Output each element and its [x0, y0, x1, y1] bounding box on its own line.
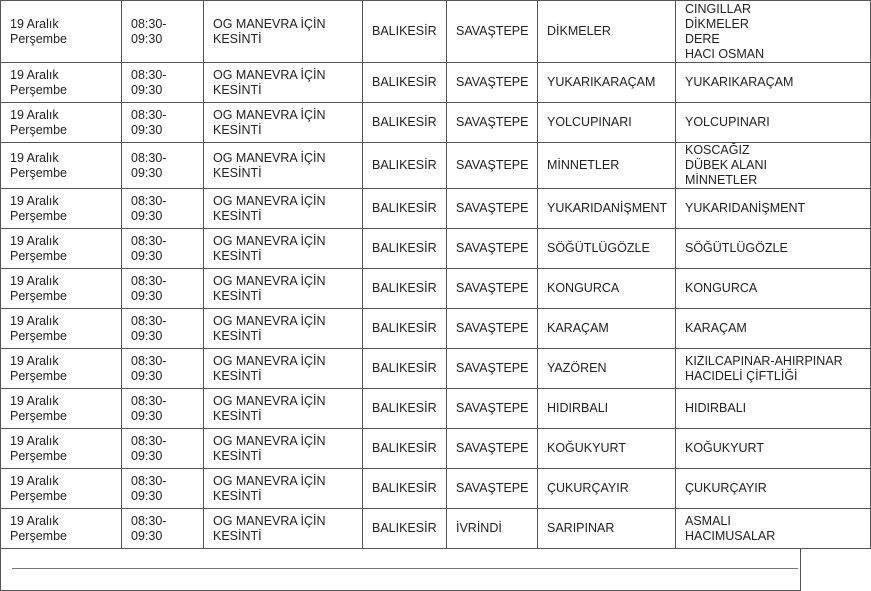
- streets-cell: [676, 469, 871, 509]
- streets-cell-line: KOĞUKYURT: [685, 441, 764, 455]
- city-cell: BALIKESİR: [363, 103, 447, 143]
- table-row: [1, 309, 871, 349]
- reason-cell: [204, 229, 363, 269]
- table-row: [1, 389, 871, 429]
- date-cell-line: Perşembe: [10, 528, 67, 543]
- date-cell-line: 19 Aralık: [10, 150, 59, 165]
- reason-cell-line: OG MANEVRA İÇİN: [213, 16, 326, 31]
- reason-cell: [204, 509, 363, 549]
- district-cell: SAVAŞTEPE: [447, 143, 538, 189]
- date-cell-line: 19 Aralık: [10, 67, 59, 82]
- district-cell: SAVAŞTEPE: [447, 103, 538, 143]
- district-cell: SAVAŞTEPE: [447, 1, 538, 63]
- date-cell: [1, 63, 122, 103]
- date-cell-line: Perşembe: [10, 368, 67, 383]
- district-cell: SAVAŞTEPE: [447, 229, 538, 269]
- streets-cell-line: DERE: [685, 31, 720, 46]
- date-cell-line: 19 Aralık: [10, 513, 59, 528]
- reason-cell-line: OG MANEVRA İÇİN: [213, 313, 326, 328]
- city-cell: BALIKESİR: [363, 189, 447, 229]
- streets-cell-line: HIDIRBALI: [685, 401, 747, 415]
- reason-cell: [204, 63, 363, 103]
- reason-cell-line: OG MANEVRA İÇİN: [213, 513, 326, 528]
- reason-cell-line: KESİNTİ: [213, 122, 262, 137]
- reason-cell: [204, 189, 363, 229]
- time-cell-line: 09:30: [131, 248, 163, 263]
- reason-cell-line: KESİNTİ: [213, 248, 262, 263]
- streets-cell: [676, 63, 871, 103]
- date-cell-line: 19 Aralık: [10, 107, 59, 122]
- table-row: [1, 189, 871, 229]
- table-row: [1, 103, 871, 143]
- reason-cell-line: OG MANEVRA İÇİN: [213, 353, 326, 368]
- neighborhood-cell: SÖĞÜTLÜGÖZLE: [538, 229, 676, 269]
- reason-cell-line: OG MANEVRA İÇİN: [213, 393, 326, 408]
- city-cell: BALIKESİR: [363, 143, 447, 189]
- date-cell-line: Perşembe: [10, 448, 67, 463]
- time-cell: [122, 349, 204, 389]
- district-cell: SAVAŞTEPE: [447, 189, 538, 229]
- city-cell: BALIKESİR: [363, 429, 447, 469]
- time-cell-line: 09:30: [131, 165, 163, 180]
- time-cell: [122, 63, 204, 103]
- time-cell-line: 09:30: [131, 208, 163, 223]
- reason-cell-line: KESİNTİ: [213, 368, 262, 383]
- table-row: [1, 429, 871, 469]
- neighborhood-cell: HIDIRBALI: [538, 389, 676, 429]
- time-cell: [122, 229, 204, 269]
- reason-cell: [204, 429, 363, 469]
- time-cell-line: 09:30: [131, 122, 163, 137]
- time-cell-line: 08:30-: [131, 150, 167, 165]
- streets-cell: [676, 229, 871, 269]
- reason-cell-line: OG MANEVRA İÇİN: [213, 107, 326, 122]
- streets-cell: [676, 389, 871, 429]
- table-row: [1, 509, 871, 549]
- time-cell-line: 08:30-: [131, 473, 167, 488]
- district-cell: SAVAŞTEPE: [447, 63, 538, 103]
- date-cell-line: 19 Aralık: [10, 16, 59, 31]
- neighborhood-cell: SARIPINAR: [538, 509, 676, 549]
- time-cell: [122, 469, 204, 509]
- city-cell: BALIKESİR: [363, 229, 447, 269]
- reason-cell-line: OG MANEVRA İÇİN: [213, 473, 326, 488]
- time-cell-line: 09:30: [131, 488, 163, 503]
- streets-cell: [676, 143, 871, 189]
- reason-cell-line: KESİNTİ: [213, 488, 262, 503]
- reason-cell-line: OG MANEVRA İÇİN: [213, 67, 326, 82]
- date-cell-line: Perşembe: [10, 408, 67, 423]
- streets-cell-line: KOSCAĞIZ: [685, 143, 750, 157]
- reason-cell-line: KESİNTİ: [213, 208, 262, 223]
- neighborhood-cell: YAZÖREN: [538, 349, 676, 389]
- time-cell-line: 09:30: [131, 288, 163, 303]
- date-cell-line: Perşembe: [10, 82, 67, 97]
- time-cell-line: 09:30: [131, 368, 163, 383]
- district-cell: SAVAŞTEPE: [447, 429, 538, 469]
- table-row: [1, 63, 871, 103]
- table-row: [1, 269, 871, 309]
- city-cell: BALIKESİR: [363, 469, 447, 509]
- time-cell: [122, 309, 204, 349]
- date-cell: [1, 389, 122, 429]
- reason-cell: [204, 469, 363, 509]
- city-cell: BALIKESİR: [363, 1, 447, 63]
- city-cell: BALIKESİR: [363, 269, 447, 309]
- streets-cell-line: DÜBEK ALANI: [685, 158, 767, 172]
- date-cell: [1, 309, 122, 349]
- streets-cell: [676, 1, 871, 63]
- date-cell-line: Perşembe: [10, 208, 67, 223]
- neighborhood-cell: KARAÇAM: [538, 309, 676, 349]
- time-cell-line: 09:30: [131, 31, 163, 46]
- date-cell: [1, 103, 122, 143]
- reason-cell: [204, 103, 363, 143]
- reason-cell-line: KESİNTİ: [213, 328, 262, 343]
- time-cell-line: 08:30-: [131, 107, 167, 122]
- time-cell-line: 09:30: [131, 448, 163, 463]
- time-cell: [122, 269, 204, 309]
- time-cell: [122, 429, 204, 469]
- time-cell-line: 08:30-: [131, 233, 167, 248]
- reason-cell-line: KESİNTİ: [213, 165, 262, 180]
- neighborhood-cell: KONGURCA: [538, 269, 676, 309]
- time-cell-line: 09:30: [131, 82, 163, 97]
- time-cell: [122, 1, 204, 63]
- streets-cell-line: HACI OSMAN: [685, 46, 765, 61]
- table-row: [1, 469, 871, 509]
- reason-cell: [204, 143, 363, 189]
- streets-cell-line: ASMALI: [685, 513, 731, 528]
- neighborhood-cell: YUKARIDANİŞMENT: [538, 189, 676, 229]
- city-cell: BALIKESİR: [363, 509, 447, 549]
- streets-cell-line: KONGURCA: [685, 281, 758, 295]
- reason-cell: [204, 389, 363, 429]
- date-cell-line: 19 Aralık: [10, 473, 59, 488]
- time-cell-line: 08:30-: [131, 313, 167, 328]
- date-cell: [1, 349, 122, 389]
- streets-cell-line: KIZILCAPINAR-AHIRPINAR: [685, 353, 843, 368]
- streets-cell-line: DİKMELER: [685, 16, 749, 31]
- date-cell: [1, 1, 122, 63]
- streets-cell-line: YUKARIDANİŞMENT: [685, 201, 806, 215]
- date-cell-line: Perşembe: [10, 328, 67, 343]
- streets-cell: [676, 509, 871, 549]
- date-cell: [1, 469, 122, 509]
- date-cell: [1, 269, 122, 309]
- date-cell: [1, 429, 122, 469]
- time-cell-line: 09:30: [131, 328, 163, 343]
- reason-cell: [204, 349, 363, 389]
- date-cell-line: 19 Aralık: [10, 353, 59, 368]
- time-cell-line: 09:30: [131, 528, 163, 543]
- streets-cell-line: SÖĞÜTLÜGÖZLE: [685, 241, 788, 255]
- time-cell-line: 08:30-: [131, 67, 167, 82]
- district-cell: İVRİNDİ: [447, 509, 538, 549]
- table-row: [1, 143, 871, 189]
- city-cell: BALIKESİR: [363, 389, 447, 429]
- reason-cell-line: KESİNTİ: [213, 82, 262, 97]
- city-cell: BALIKESİR: [363, 309, 447, 349]
- date-cell-line: Perşembe: [10, 248, 67, 263]
- district-cell: SAVAŞTEPE: [447, 469, 538, 509]
- neighborhood-cell: DİKMELER: [538, 1, 676, 63]
- date-cell-line: Perşembe: [10, 288, 67, 303]
- date-cell: [1, 229, 122, 269]
- time-cell: [122, 189, 204, 229]
- time-cell-line: 08:30-: [131, 513, 167, 528]
- neighborhood-cell: KOĞUKYURT: [538, 429, 676, 469]
- date-cell-line: 19 Aralık: [10, 433, 59, 448]
- streets-cell: [676, 309, 871, 349]
- time-cell-line: 08:30-: [131, 393, 167, 408]
- reason-cell-line: OG MANEVRA İÇİN: [213, 433, 326, 448]
- table-row: [1, 229, 871, 269]
- streets-cell-line: CINGILLAR: [685, 1, 751, 16]
- streets-cell: [676, 269, 871, 309]
- reason-cell-line: KESİNTİ: [213, 448, 262, 463]
- neighborhood-cell: ÇUKURÇAYIR: [538, 469, 676, 509]
- streets-cell: [676, 429, 871, 469]
- streets-cell-line: ÇUKURÇAYIR: [685, 481, 767, 495]
- city-cell: BALIKESİR: [363, 63, 447, 103]
- district-cell: SAVAŞTEPE: [447, 389, 538, 429]
- streets-cell-line: MİNNETLER: [685, 173, 758, 187]
- time-cell-line: 08:30-: [131, 16, 167, 31]
- reason-cell-line: OG MANEVRA İÇİN: [213, 233, 326, 248]
- reason-cell: [204, 309, 363, 349]
- date-cell: [1, 189, 122, 229]
- neighborhood-cell: YUKARIKARAÇAM: [538, 63, 676, 103]
- time-cell: [122, 143, 204, 189]
- date-cell-line: Perşembe: [10, 488, 67, 503]
- streets-cell-line: HACIDELİ ÇİFTLİĞİ: [685, 368, 798, 383]
- reason-cell: [204, 1, 363, 63]
- date-cell-line: 19 Aralık: [10, 193, 59, 208]
- time-cell-line: 08:30-: [131, 193, 167, 208]
- time-cell: [122, 389, 204, 429]
- date-cell-line: Perşembe: [10, 165, 67, 180]
- reason-cell-line: KESİNTİ: [213, 528, 262, 543]
- time-cell-line: 08:30-: [131, 433, 167, 448]
- neighborhood-cell: YOLCUPINARI: [538, 103, 676, 143]
- time-cell: [122, 509, 204, 549]
- date-cell-line: 19 Aralık: [10, 273, 59, 288]
- streets-cell: [676, 103, 871, 143]
- streets-cell: [676, 349, 871, 389]
- reason-cell: [204, 269, 363, 309]
- date-cell: [1, 509, 122, 549]
- time-cell-line: 09:30: [131, 408, 163, 423]
- reason-cell-line: OG MANEVRA İÇİN: [213, 150, 326, 165]
- table-row: [1, 1, 871, 63]
- time-cell-line: 08:30-: [131, 273, 167, 288]
- reason-cell-line: KESİNTİ: [213, 31, 262, 46]
- time-cell: [122, 103, 204, 143]
- streets-cell-line: HACIMUSALAR: [685, 528, 776, 543]
- streets-cell-line: YOLCUPINARI: [685, 115, 770, 129]
- neighborhood-cell: MİNNETLER: [538, 143, 676, 189]
- streets-cell-line: YUKARIKARAÇAM: [685, 75, 794, 89]
- time-cell-line: 08:30-: [131, 353, 167, 368]
- reason-cell-line: OG MANEVRA İÇİN: [213, 273, 326, 288]
- district-cell: SAVAŞTEPE: [447, 349, 538, 389]
- date-cell-line: 19 Aralık: [10, 393, 59, 408]
- date-cell: [1, 143, 122, 189]
- footer-divider: [12, 568, 798, 569]
- date-cell-line: 19 Aralık: [10, 313, 59, 328]
- city-cell: BALIKESİR: [363, 349, 447, 389]
- table-row: [1, 349, 871, 389]
- reason-cell-line: KESİNTİ: [213, 408, 262, 423]
- table-footer-row: [0, 549, 801, 591]
- district-cell: SAVAŞTEPE: [447, 309, 538, 349]
- reason-cell-line: OG MANEVRA İÇİN: [213, 193, 326, 208]
- date-cell-line: 19 Aralık: [10, 233, 59, 248]
- streets-cell: [676, 189, 871, 229]
- date-cell-line: Perşembe: [10, 122, 67, 137]
- reason-cell-line: KESİNTİ: [213, 288, 262, 303]
- streets-cell-line: KARAÇAM: [685, 321, 747, 335]
- outage-table-body: [1, 1, 871, 549]
- district-cell: SAVAŞTEPE: [447, 269, 538, 309]
- date-cell-line: Perşembe: [10, 31, 67, 46]
